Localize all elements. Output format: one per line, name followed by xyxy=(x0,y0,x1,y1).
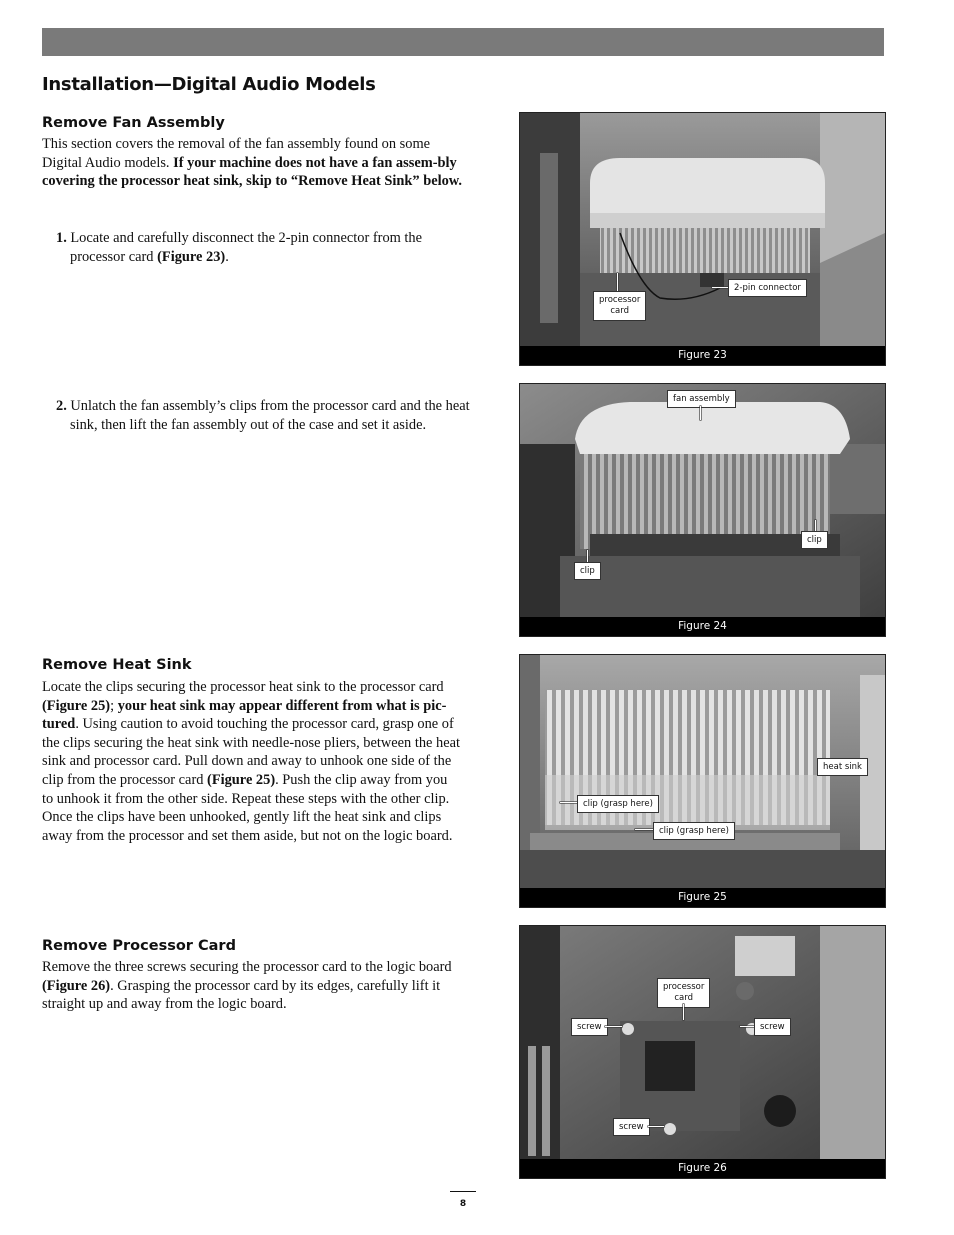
processor-text-1: Remove the three screws securing the processor card to the logic board xyxy=(42,959,452,975)
figure-23-photo xyxy=(520,113,885,346)
label-clip-grasp-here-2: clip (grasp here) xyxy=(653,822,735,840)
figure-24-photo xyxy=(520,384,885,617)
heatsink-text-1: Locate the clips securing the processor heat sink to the processor card xyxy=(42,679,444,695)
heatsink-figure-ref-2: (Figure 25) xyxy=(207,771,276,788)
figure-26-photo xyxy=(520,926,885,1159)
label-processor-card-line-1: processor xyxy=(599,295,641,305)
leader-line xyxy=(740,1026,754,1027)
step-2-number: 2. xyxy=(56,398,67,414)
processor-figure-ref: (Figure 26) xyxy=(42,977,111,994)
step-1-number: 1. xyxy=(56,230,67,246)
figure-26-caption: Figure 26 xyxy=(520,1159,885,1178)
leader-line xyxy=(605,1026,622,1027)
fan-intro-text: This section covers the removal of the fan assembly found on some Digital Audio models. xyxy=(42,136,431,171)
label-processor-card-line-2: card xyxy=(610,306,629,316)
label-processor-card-line-1: processor xyxy=(663,982,705,992)
figure-23-caption: Figure 23 xyxy=(520,346,885,365)
leader-line xyxy=(683,1004,684,1020)
leader-line xyxy=(815,520,816,531)
page-title: Installation—Digital Audio Models xyxy=(42,74,376,95)
figure-26 xyxy=(519,925,886,1179)
figure-24-caption: Figure 24 xyxy=(520,617,885,636)
heading-remove-heat-sink: Remove Heat Sink xyxy=(42,657,192,673)
heatsink-warning: your heat sink may appear different from what is pic-tured xyxy=(42,697,447,733)
step-2-text: Unlatch the fan assembly’s clips from the processor card and the heat sink, then lift the fan assembly out of the case and set it aside. xyxy=(66,398,470,433)
processor-paragraph xyxy=(42,958,462,1014)
leader-line xyxy=(712,287,728,288)
label-clip-right: clip xyxy=(801,531,828,549)
step-1 xyxy=(56,229,476,266)
heading-remove-processor-card: Remove Processor Card xyxy=(42,938,236,954)
processor-text-2: . Grasping the processor card by its edges, carefully lift it straight up and away from the logic board. xyxy=(42,977,441,1013)
leader-line xyxy=(617,273,618,291)
header-bar xyxy=(42,28,884,56)
label-2-pin-connector: 2-pin connector xyxy=(728,279,807,297)
label-screw-left: screw xyxy=(571,1018,608,1036)
leader-line xyxy=(648,1126,664,1127)
leader-line xyxy=(635,829,653,830)
page-number-rule xyxy=(450,1191,476,1192)
label-processor-card xyxy=(593,291,646,321)
figure-24 xyxy=(519,383,886,637)
label-heat-sink: heat sink xyxy=(817,758,868,776)
step-1-text: Locate and carefully disconnect the 2-pin connector from the processor card xyxy=(66,230,423,265)
leader-line xyxy=(587,550,588,562)
figure-25-caption: Figure 25 xyxy=(520,888,885,907)
heading-remove-fan-assembly: Remove Fan Assembly xyxy=(42,115,225,131)
heatsink-text-2: ; xyxy=(110,697,118,714)
fan-intro-paragraph xyxy=(42,135,462,191)
figure-25 xyxy=(519,654,886,908)
heatsink-text-4: . Push the clip away from you to unhook it from the other side. Repeat these steps with the other clip. Once the clips have been unhooked, gently lift the heat sink and clips away from the processor and set them aside, but not on the logic board. xyxy=(42,771,453,844)
heatsink-figure-ref-1: (Figure 25) xyxy=(42,697,111,714)
label-screw-bottom: screw xyxy=(613,1118,650,1136)
figure-23 xyxy=(519,112,886,366)
leader-line xyxy=(700,406,701,420)
label-screw-right: screw xyxy=(754,1018,791,1036)
page-number: 8 xyxy=(459,1199,467,1209)
heatsink-paragraph xyxy=(42,678,462,845)
label-clip-grasp-here-1: clip (grasp here) xyxy=(577,795,659,813)
label-fan-assembly: fan assembly xyxy=(667,390,736,408)
heatsink-text-3: . Using caution to avoid touching the processor card, grasp one of the clips securing the heat sink with needle-nose pliers, between the heat sink and processor card. Pull down and away to unhook one side of the clip from the processor card xyxy=(42,716,460,788)
fan-intro-warning: If your machine does not have a fan assem-bly covering the processor heat sink, skip to “Remove Heat Sink” below. xyxy=(42,154,462,190)
label-clip-left: clip xyxy=(574,562,601,580)
step-2 xyxy=(56,397,476,434)
label-processor-card-line-2: card xyxy=(674,993,693,1003)
step-1-figure-ref: (Figure 23) xyxy=(157,248,226,265)
step-1-end: . xyxy=(225,248,229,265)
leader-line xyxy=(560,802,577,803)
